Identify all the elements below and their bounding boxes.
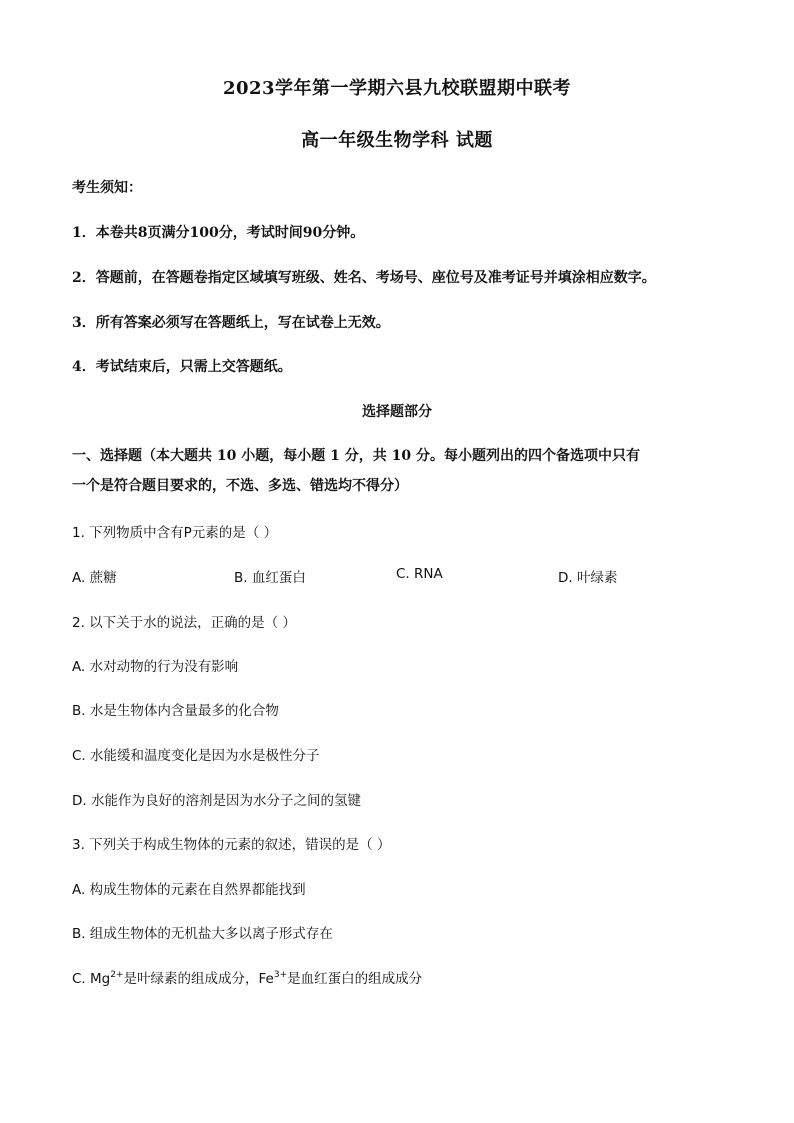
question-option: B. 血红蛋白: [234, 570, 306, 586]
notice-item: 4．考试结束后，只需上交答题纸。: [72, 359, 292, 375]
section-title: 选择题部分: [362, 404, 432, 420]
question-stem: 3. 下列关于构成生物体的元素的叙述，错误的是（ ）: [72, 837, 391, 853]
question-option: D. 水能作为良好的溶剂是因为水分子之间的氢键: [72, 793, 361, 809]
question-option: [72, 967, 422, 987]
question-option: C. 水能缓和温度变化是因为水是极性分子: [72, 748, 320, 764]
notice-item: 1．本卷共8页满分100分，考试时间90分钟。: [72, 225, 365, 241]
question-stem: 1. 下列物质中含有P元素的是（ ）: [72, 525, 278, 541]
option-text: C. Mg: [72, 971, 111, 987]
question-stem: 2. 以下关于水的说法，正确的是（ ）: [72, 615, 296, 631]
ion-charge: 2+: [110, 969, 124, 980]
question-option: A. 构成生物体的元素在自然界都能找到: [72, 882, 306, 898]
option-text: 是叶绿素的组成成分，Fe: [123, 971, 274, 987]
exam-subtitle: 高一年级生物学科 试题: [301, 130, 493, 151]
notice-item: 3．所有答案必须写在答题纸上，写在试卷上无效。: [72, 315, 390, 331]
question-option: A. 水对动物的行为没有影响: [72, 659, 239, 675]
question-options-row: [72, 566, 712, 586]
exam-title: 2023学年第一学期六县九校联盟期中联考: [222, 78, 572, 99]
question-option: B. 组成生物体的无机盐大多以离子形式存在: [72, 926, 333, 942]
option-text: 是血红蛋白的组成成分: [287, 971, 423, 987]
notice-heading: 考生须知：: [72, 180, 142, 196]
notice-item: 2．答题前，在答题卷指定区域填写班级、姓名、考场号、座位号及准考证号并填涂相应数字。: [72, 270, 656, 286]
part-instructions-continued: 一个是符合题目要求的，不选、多选、错选均不得分）: [72, 478, 408, 494]
part-instructions: 一、选择题（本大题共 10 小题，每小题 1 分，共 10 分。每小题列出的四个备选项中只有: [72, 448, 640, 464]
ion-charge: 3+: [273, 969, 288, 980]
question-option: C. RNA: [396, 566, 443, 582]
question-option: A. 蔗糖: [72, 570, 117, 586]
question-option: B. 水是生物体内含量最多的化合物: [72, 703, 279, 719]
question-option: D. 叶绿素: [558, 570, 618, 586]
